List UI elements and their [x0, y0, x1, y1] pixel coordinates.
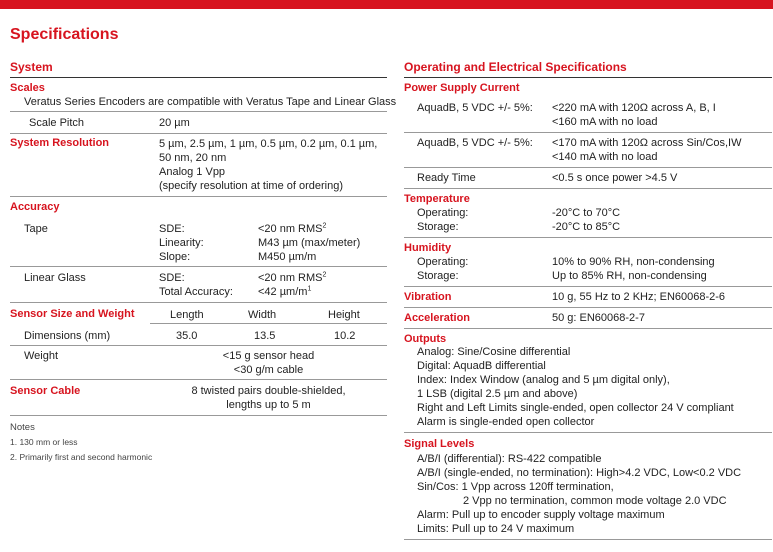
cable-line: lengths up to 5 m [226, 399, 311, 411]
divider [404, 328, 772, 329]
weight-label: Weight [24, 350, 59, 362]
power-value: <170 mA with 120Ω across Sin/Cos,IW [552, 137, 742, 149]
signal-heading: Signal Levels [404, 438, 475, 450]
humidity-key: Storage: [417, 270, 459, 282]
divider [404, 188, 772, 189]
temp-key: Storage: [417, 221, 459, 233]
system-heading: System [10, 60, 53, 74]
power-heading: Power Supply Current [404, 82, 520, 94]
tape-value: M450 µm/m [258, 251, 317, 263]
divider [10, 345, 387, 346]
outputs-heading: Outputs [404, 333, 447, 345]
power-key: AquadB, 5 VDC +/- 5%: [417, 102, 533, 114]
resolution-heading: System Resolution [10, 137, 110, 149]
weight-line: <30 g/m cable [233, 364, 304, 376]
tape-value: <20 nm RMS$^2$ [258, 222, 327, 235]
outputs-line: Analog: Sine/Cosine differential [417, 346, 571, 358]
vibration-heading: Vibration [404, 291, 452, 303]
signal-line: Alarm: Pull up to encoder supply voltage maximum [417, 509, 665, 521]
divider [404, 132, 772, 133]
power-value: <220 mA with 120Ω across A, B, I [552, 102, 716, 114]
accuracy-heading: Accuracy [10, 201, 60, 213]
ready-label: Ready Time [417, 172, 476, 184]
temp-key: Operating: [417, 207, 469, 219]
divider [404, 432, 772, 433]
dim-length: 35.0 [176, 330, 198, 342]
divider [150, 323, 387, 324]
note-item: 2. Primarily first and second harmonic [10, 452, 153, 462]
scales-note: Veratus Series Encoders are compatible with Veratus Tape and Linear Glass [24, 96, 397, 108]
divider [10, 77, 387, 78]
note-item: 1. 130 mm or less [10, 437, 78, 447]
notes-heading: Notes [10, 422, 35, 433]
signal-line: A/B/I (single-ended, no termination): High>4.2 VDC, Low<0.2 VDC [417, 467, 742, 479]
glass-value: <42 $\mu m/m^1$ [258, 285, 312, 298]
tape-key: Linearity: [159, 237, 204, 249]
col-width: Width [248, 309, 277, 321]
acceleration-value: 50 g: EN60068-2-7 [552, 312, 645, 324]
divider [404, 539, 772, 540]
scale-pitch-label: Scale Pitch [29, 117, 85, 129]
acceleration-heading: Acceleration [404, 312, 471, 324]
divider [404, 286, 772, 287]
divider [10, 111, 387, 112]
tape-key: Slope: [159, 251, 191, 263]
divider [10, 266, 387, 267]
humidity-heading: Humidity [404, 242, 452, 254]
divider [10, 379, 387, 380]
signal-line: 2 Vpp no termination, common mode voltage 2.0 VDC [463, 495, 727, 507]
tape-key: SDE: [159, 223, 185, 235]
divider [404, 237, 772, 238]
tape-value: M43 µm (max/meter) [258, 237, 361, 249]
signal-line: A/B/I (differential): RS-422 compatible [417, 453, 602, 465]
humidity-value: Up to 85% RH, non-condensing [552, 270, 707, 282]
page-title: Specifications [10, 26, 119, 43]
temperature-heading: Temperature [404, 193, 470, 205]
resolution-line: (specify resolution at time of ordering) [159, 180, 344, 192]
resolution-line: 50 nm, 20 nm [159, 152, 227, 164]
glass-value: <20 nm RMS$^2$ [258, 271, 327, 284]
ready-value: <0.5 s once power >4.5 V [552, 172, 678, 184]
power-key: AquadB, 5 VDC +/- 5%: [417, 137, 533, 149]
weight-line: <15 g sensor head [222, 350, 315, 362]
signal-line: Limits: Pull up to 24 V maximum [417, 523, 575, 535]
vibration-value: 10 g, 55 Hz to 2 KHz; EN60068-2-6 [552, 291, 726, 303]
top-accent-bar [0, 0, 773, 9]
divider [404, 77, 772, 78]
temp-value: -20°C to 70°C [552, 207, 621, 219]
divider [10, 196, 387, 197]
scale-pitch-value: 20 µm [159, 117, 190, 129]
dim-label: Dimensions (mm) [24, 330, 111, 342]
signal-line: Sin/Cos: 1 Vpp across 120ff termination, [417, 481, 614, 493]
dim-height: 10.2 [334, 330, 356, 342]
divider [10, 133, 387, 134]
col-length: Length [170, 309, 204, 321]
humidity-value: 10% to 90% RH, non-condensing [552, 256, 715, 268]
glass-key: Total Accuracy: [159, 286, 233, 298]
glass-label: Linear Glass [24, 272, 86, 284]
outputs-line: Alarm is single-ended open collector [417, 416, 595, 428]
scales-heading: Scales [10, 82, 45, 94]
humidity-key: Operating: [417, 256, 469, 268]
dim-width: 13.5 [254, 330, 276, 342]
cable-heading: Sensor Cable [10, 385, 81, 397]
glass-key: SDE: [159, 272, 185, 284]
power-value: <140 mA with no load [552, 151, 658, 163]
tape-label: Tape [24, 223, 48, 235]
divider [10, 415, 387, 416]
temp-value: -20°C to 85°C [552, 221, 621, 233]
resolution-line: Analog 1 Vpp [159, 166, 226, 178]
divider [10, 302, 387, 303]
cable-line: 8 twisted pairs double-shielded, [191, 385, 346, 397]
resolution-line: 5 µm, 2.5 µm, 1 µm, 0.5 µm, 0.2 µm, 0.1 µm, [159, 138, 378, 150]
outputs-line: Digital: AquadB differential [417, 360, 546, 372]
operating-heading: Operating and Electrical Specifications [404, 60, 627, 74]
power-value: <160 mA with no load [552, 116, 658, 128]
outputs-line: Index: Index Window (analog and 5 µm digital only), [417, 374, 670, 386]
outputs-line: Right and Left Limits single-ended, open collector 24 V compliant [417, 402, 734, 414]
sensor-heading: Sensor Size and Weight [10, 308, 135, 320]
col-height: Height [328, 309, 360, 321]
divider [404, 167, 772, 168]
divider [404, 307, 772, 308]
outputs-line: 1 LSB (digital 2.5 µm and above) [417, 388, 578, 400]
